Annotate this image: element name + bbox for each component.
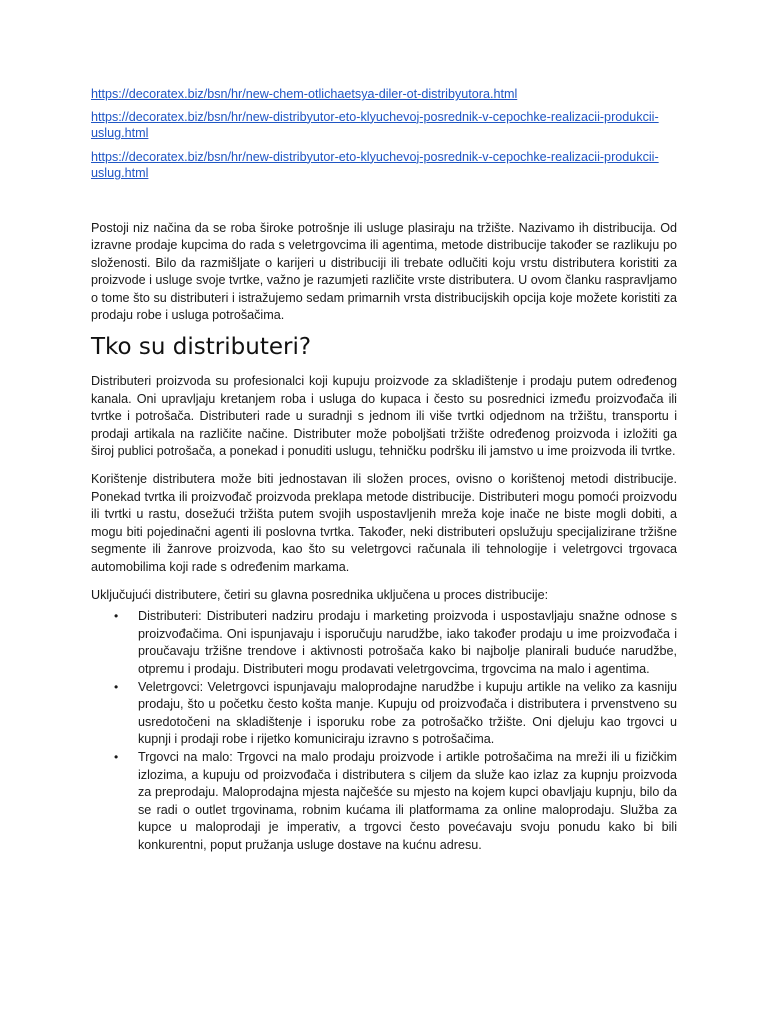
- list-item: [114, 679, 677, 749]
- list-item-text: Veletrgovci: Veletrgovci ispunjavaju maloprodajne narudžbe i kupuju artikle na veliko za kasniju prodaju, što u početku često košta manje. Kupuju od proizvođača i distributera i prvenstveno su usredotočeni na skladištenje i isporuku robe za potrošačko tržište. Oni djeluju kao trgovci u kupnji i prodaji robe i rijetko komuniciraju izravno s potrošačima.: [138, 679, 677, 747]
- section-heading: Tko su distributeri?: [91, 334, 312, 361]
- list-item-text: Distributeri: Distributeri nadziru prodaju i marketing proizvoda i uspostavljaju snažne odnose s proizvođačima. Oni ispunjavaju i isporučuju narudžbe, iako također prodaju u ime proizvođača i proučavaju tržišne trendove i aktivnosti potrošača kako bi najbolje planirali buduće narudžbe, otpremu i prodaju. Distributeri mogu prodavati veletrgovcima, trgovcima na malo i agentima.: [138, 609, 677, 676]
- list-item-text: Trgovci na malo: Trgovci na malo prodaju proizvode i artikle potrošačima na mreži ili u fizičkim izlozima, a kupuju od proizvođača i distributera s ciljem da služe kao izlaz za kupnju proizvoda za preprodaju. Maloprodajna mjesta najčešće su mjesto na kojem kupci obavljaju kupnju, bilo da se radi o outlet trgovinama, robnim kućama ili platformama za online maloprodaju. Služba za kupce u maloprodaji je imperativ, a trgovci često povećavaju svoju ponudu kako bi bili konkurentni, poput pružanja usluge dostave na kućnu adresu.: [138, 749, 677, 852]
- paragraph-intermediaries-intro: Uključujući distributere, četiri su glavna posrednika uključena u proces distribucije:: [91, 587, 549, 602]
- link-list: [91, 86, 677, 182]
- bullet-icon: •: [114, 609, 119, 624]
- source-link-2[interactable]: https://decoratex.biz/bsn/hr/new-distribyutor-eto-klyuchevoj-posrednik-v-cepochke-realizacii-produkcii-uslug.html: [91, 109, 659, 140]
- bullet-icon: •: [114, 749, 119, 764]
- list-item: [114, 608, 677, 678]
- source-link-1[interactable]: https://decoratex.biz/bsn/hr/new-chem-otlichaetsya-diler-ot-distribyutora.html: [91, 87, 518, 101]
- intro-paragraph: Postoji niz načina da se roba široke potrošnje ili usluge plasiraju na tržište. Nazivamo ih distribucija. Od izravne prodaje kupcima do rada s veletrgovcima ili agentima, metode distribucije također se razlikuju po složenosti. Bilo da razmišljate o karijeri u distribuciji ili trebate odlučiti koju vrstu distributera koristiti za proizvode i usluge svoje tvrtke, važno je razumjeti različite vrste distributera. U ovom članku raspravljamo o tome što su distributeri i istražujemo sedam primarnih vrsta distribucijskih opcija koje možete koristiti za prodaju robe i usluga potrošačima.: [91, 220, 677, 323]
- paragraph-distributors: Distributeri proizvoda su profesionalci koji kupuju proizvode za skladištenje i prodaju putem određenog kanala. Oni upravljaju kretanjem roba i usluga do kupaca i često su posrednici između proizvođača ili tvrtke i potrošača. Distributeri rade u suradnji s jednom ili više tvrtki odjednom na tržištu, transportu i prodaji artikala na različite načine. Distributer može poboljšati tržište određenog proizvoda i izložiti ga široj publici potrošača, a ponekad i ponuditi uslugu, tehničku podršku ili jamstvo u ime proizvoda ili tvrtke.: [91, 374, 677, 459]
- intermediaries-list: [91, 608, 677, 854]
- paragraph-using-distributors: Korištenje distributera može biti jednostavan ili složen proces, ovisno o korištenoj metodi distribucije. Ponekad tvrtka ili proizvođač proizvoda preklapa metode distribucije. Distributeri mogu pomoći proizvodu ili tvrtki u rastu, dosežući tržišta putem svojih uspostavljenih mreža koje inače ne biste mogli dobiti, a mogu biti pojedinačni agenti ili poslovna tvrtka. Također, neki distributeri opslužuju specijalizirane tržišne segmente ili žanrove proizvoda, kao što su veletrgovci računala ili tehnologije i veletrgovci trgovaca automobilima koji rade s određenim markama.: [91, 472, 677, 574]
- bullet-icon: •: [114, 679, 119, 694]
- source-link-3[interactable]: https://decoratex.biz/bsn/hr/new-distribyutor-eto-klyuchevoj-posrednik-v-cepochke-realizacii-produkcii-uslug.html: [91, 149, 659, 180]
- list-item: [114, 749, 677, 855]
